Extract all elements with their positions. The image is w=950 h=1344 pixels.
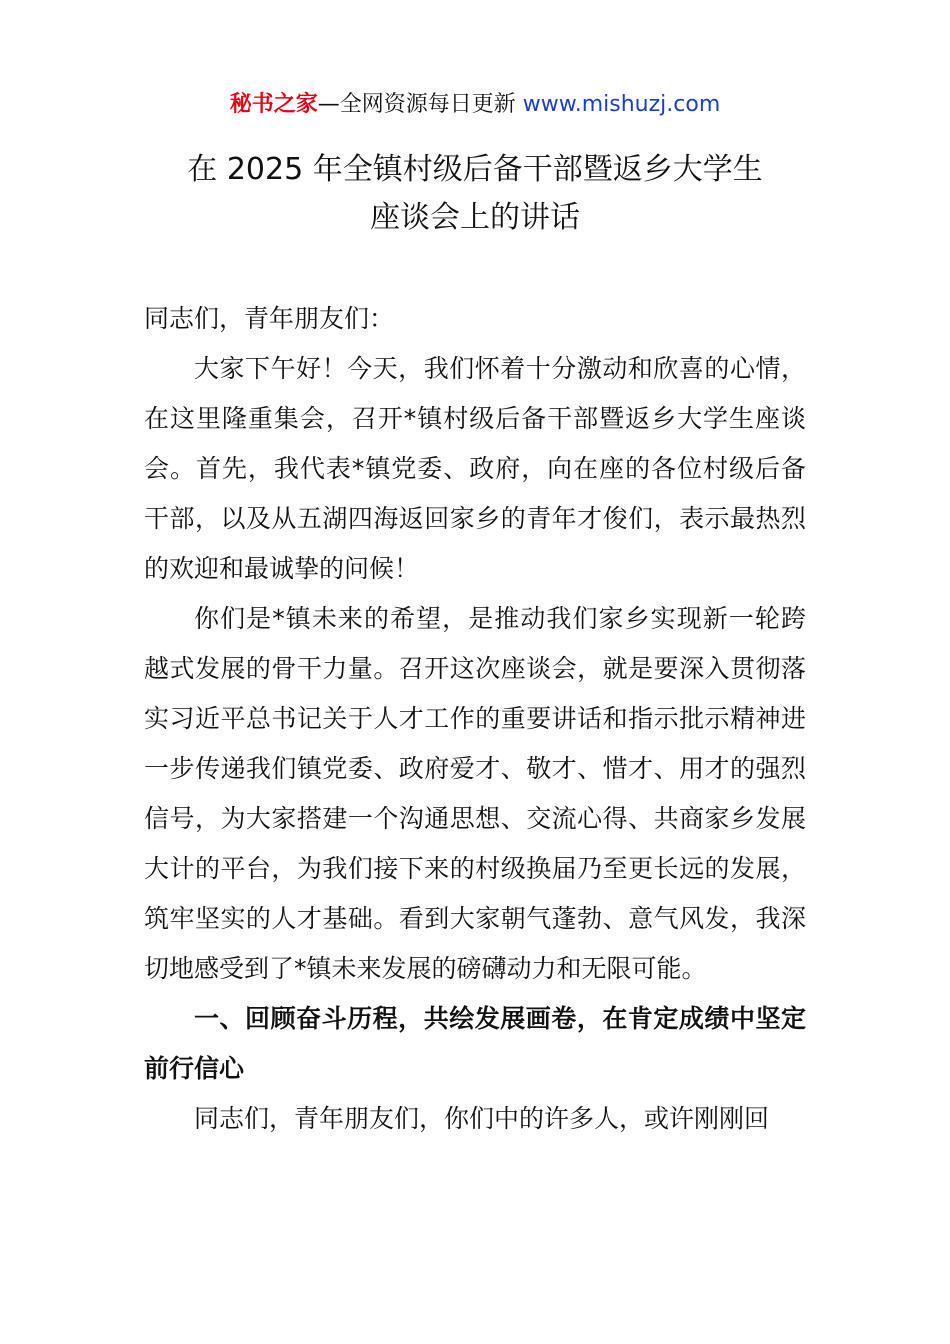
brand-name: 秘书之家 <box>229 92 318 117</box>
document-title <box>0 146 950 242</box>
paragraph-2: 你们是*镇未来的希望，是推动我们家乡实现新一轮跨越式发展的骨干力量。召开这次座谈会，就是要深入贯彻落实习近平总书记关于人才工作的重要讲话和指示批示精神进一步传递我们镇党委、政府爱才、敬才、惜才、用才的强烈信号，为大家搭建一个沟通思想、交流心得、共商家乡发展大计的平台，为我们接下来的村级换届乃至更长远的发展，筑牢坚实的人才基础。看到大家朝气蓬勃、意气风发，我深切地感受到了*镇未来发展的磅礴动力和无限可能。 <box>144 604 806 983</box>
section-1-paragraph: 同志们，青年朋友们，你们中的许多人，或许刚刚回 <box>194 1104 770 1133</box>
salutation: 同志们，青年朋友们： <box>144 304 395 333</box>
title-line-1: 在 2025 年全镇村级后备干部暨返乡大学生 <box>187 152 763 187</box>
section-heading-1: 一、回顾奋斗历程，共绘发展画卷，在肯定成绩中坚定前行信心 <box>144 1004 806 1083</box>
title-line-2: 座谈会上的讲话 <box>370 200 580 235</box>
header-tagline: —全网资源每日更新 <box>317 92 523 117</box>
site-url-link[interactable]: www.mishuzj.com <box>522 92 721 117</box>
paragraph-1: 大家下午好！今天，我们怀着十分激动和欣喜的心情，在这里隆重集会，召开*镇村级后备干部暨返乡大学生座谈会。首先，我代表*镇党委、政府，向在座的各位村级后备干部，以及从五湖四海返回家乡的青年才俊们，表示最热烈的欢迎和最诚挚的问候！ <box>144 354 806 583</box>
document-body <box>144 294 806 1144</box>
site-header <box>0 88 950 122</box>
